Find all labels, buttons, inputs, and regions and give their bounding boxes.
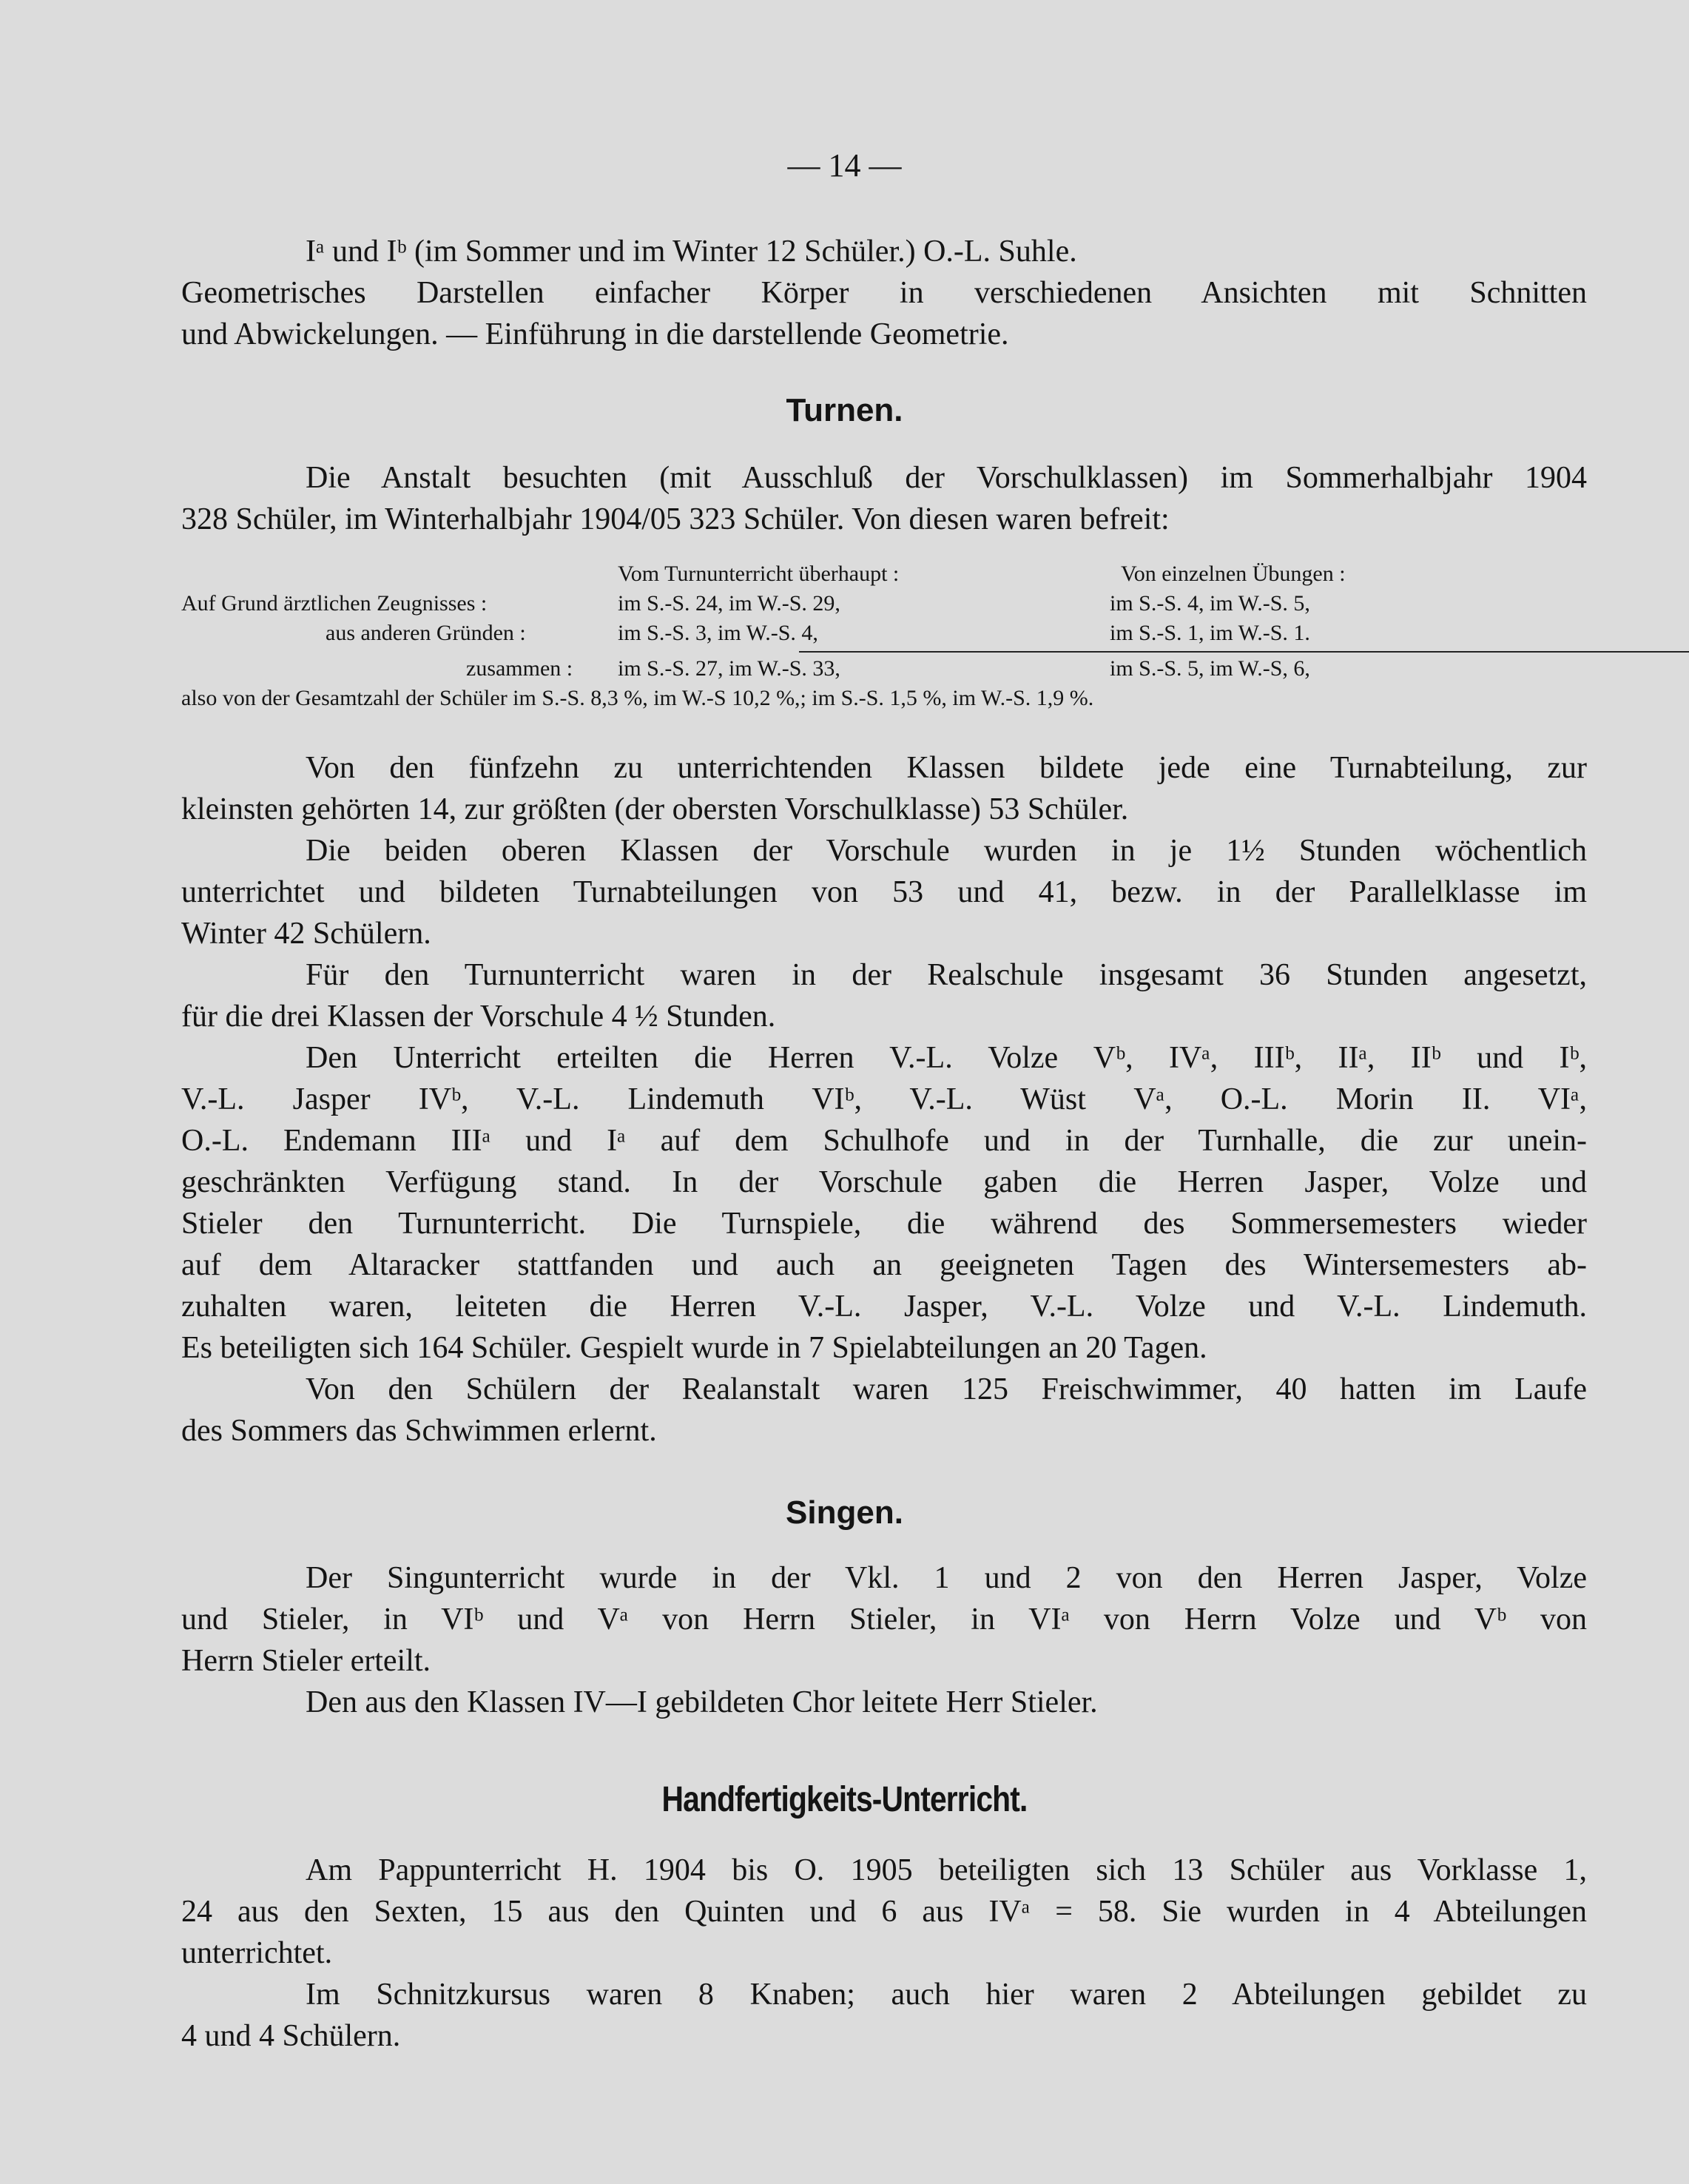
row-single: im S.-S. 4, im W.-S. 5, [1110,591,1310,616]
heading-handfertigkeit: Handfertigkeits-Unterricht. [661,1780,1028,1819]
text-line: Den Unterricht erteilten die Herren V.-L. Volze Vᵇ, IVᵃ, IIIᵇ, IIᵃ, IIᵇ und Iᵇ, [306,1041,1587,1075]
text-line: unterrichtet. [181,1936,333,1970]
text-line: Winter 42 Schülern. [181,917,431,951]
text-line: Im Schnitzkursus waren 8 Knaben; auch hier waren 2 Abteilungen gebildet zu [306,1978,1587,2012]
intro-line-2: Geometrisches Darstellen einfacher Körper in verschiedenen Ansichten mit Schnitten [181,276,1587,310]
text-line: Die beiden oberen Klassen der Vorschule wurden in je 1½ Stunden wöchentlich [306,834,1587,868]
row-label: zusammen : [466,656,573,681]
row-single: im S.-S. 5, im W.-S, 6, [1110,656,1310,681]
text-line: O.-L. Endemann IIIᵃ und Iᵃ auf dem Schulhofe und in der Turnhalle, die zur unein- [181,1124,1587,1158]
singen-paragraphs [181,1557,1587,1723]
text-line: Stieler den Turnunterricht. Die Turnspiele, die während des Sommersemesters wieder [181,1207,1587,1241]
text-line: geschränkten Verfügung stand. In der Vorschule gaben die Herren Jasper, Volze und [181,1165,1587,1199]
text-line: Am Pappunterricht H. 1904 bis O. 1905 beteiligten sich 13 Schüler aus Vorklasse 1, [306,1853,1587,1887]
header-general: Vom Turnunterricht überhaupt : [618,562,900,586]
text-line: auf dem Altaracker stattfanden und auch an geeigneten Tagen des Wintersemesters ab- [181,1248,1587,1282]
table-header-row [181,559,1583,589]
text-line: Es beteiligten sich 164 Schüler. Gespielt wurde in 7 Spielabteilungen an 20 Tagen. [181,1331,1207,1365]
text-line: V.-L. Jasper IVᵇ, V.-L. Lindemuth VIᵇ, V.-L. Wüst Vᵃ, O.-L. Morin II. VIᵃ, [181,1082,1587,1116]
handfertigkeit-paragraphs [181,1850,1587,2057]
turnen-paragraph-2 [181,747,1587,1452]
intro-line-3: und Abwickelungen. — Einführung in die darstellende Geometrie. [181,317,1009,351]
turnen-paragraph-1 [181,457,1587,540]
text-line: 24 aus den Sexten, 15 aus den Quinten und 6 aus IVᵃ = 58. Sie wurden in 4 Abteilungen [181,1895,1587,1929]
heading-turnen: Turnen. [786,392,903,428]
text-line: 328 Schüler, im Winterhalbjahr 1904/05 323 Schüler. Von diesen waren befreit: [181,502,1170,536]
table-row [181,589,1583,619]
text-line: für die drei Klassen der Vorschule 4 ½ Stunden. [181,1000,776,1034]
exemption-table [181,559,1583,713]
text-line: kleinsten gehörten 14, zur größten (der obersten Vorschulklasse) 53 Schüler. [181,792,1129,826]
text-line: Der Singunterricht wurde in der Vkl. 1 und 2 von den Herren Jasper, Volze [306,1561,1587,1595]
text-line: Die Anstalt besuchten (mit Ausschluß der Vorschulklassen) im Sommerhalbjahr 1904 [306,461,1587,495]
intro-paragraph [181,231,1587,355]
sum-rule [799,651,1689,653]
row-single: im S.-S. 1, im W.-S. 1. [1110,621,1310,645]
row-label: aus anderen Gründen : [326,621,526,645]
row-general: im S.-S. 24, im W.-S. 29, [618,591,840,616]
text-line: 4 und 4 Schülern. [181,2019,401,2053]
row-label: Auf Grund ärztlichen Zeugnisses : [181,591,488,616]
text-line: Von den Schülern der Realanstalt waren 125 Freischwimmer, 40 hatten im Laufe [306,1372,1587,1406]
table-row [181,619,1583,648]
text-line: Für den Turnunterricht waren in der Realschule insgesamt 36 Stunden angesetzt, [306,958,1587,992]
table-row-percent [181,684,1583,713]
text-line: Von den fünfzehn zu unterrichtenden Klassen bildete jede eine Turnabteilung, zur [306,751,1587,785]
row-general: im S.-S. 3, im W.-S. 4, [618,621,818,645]
page-number: — 14 — [787,147,902,183]
text-line: des Sommers das Schwimmen erlernt. [181,1414,657,1448]
heading-singen: Singen. [786,1494,903,1531]
text-line: zuhalten waren, leiteten die Herren V.-L. Jasper, V.-L. Volze und V.-L. Lindemuth. [181,1290,1587,1324]
text-line: unterrichtet und bildeten Turnabteilungen von 53 und 41, bezw. in der Parallelklasse im [181,875,1587,909]
row-general: im S.-S. 27, im W.-S. 33, [618,656,840,681]
intro-line-1: Iᵃ und Iᵇ (im Sommer und im Winter 12 Schüler.) O.-L. Suhle. [306,235,1077,269]
header-single: Von einzelnen Übungen : [1121,562,1346,586]
text-line: Den aus den Klassen IV—I gebildeten Chor leitete Herr Stieler. [306,1685,1098,1719]
row-percent: also von der Gesamtzahl der Schüler im S.-S. 8,3 %, im W.-S 10,2 %,; im S.-S. 1,5 %, im W.-S. 1,9 %. [181,686,1094,710]
text-line: und Stieler, in VIᵇ und Vᵃ von Herrn Stieler, in VIᵃ von Herrn Volze und Vᵇ von [181,1602,1587,1637]
text-line: Herrn Stieler erteilt. [181,1644,431,1678]
table-row [181,654,1583,684]
